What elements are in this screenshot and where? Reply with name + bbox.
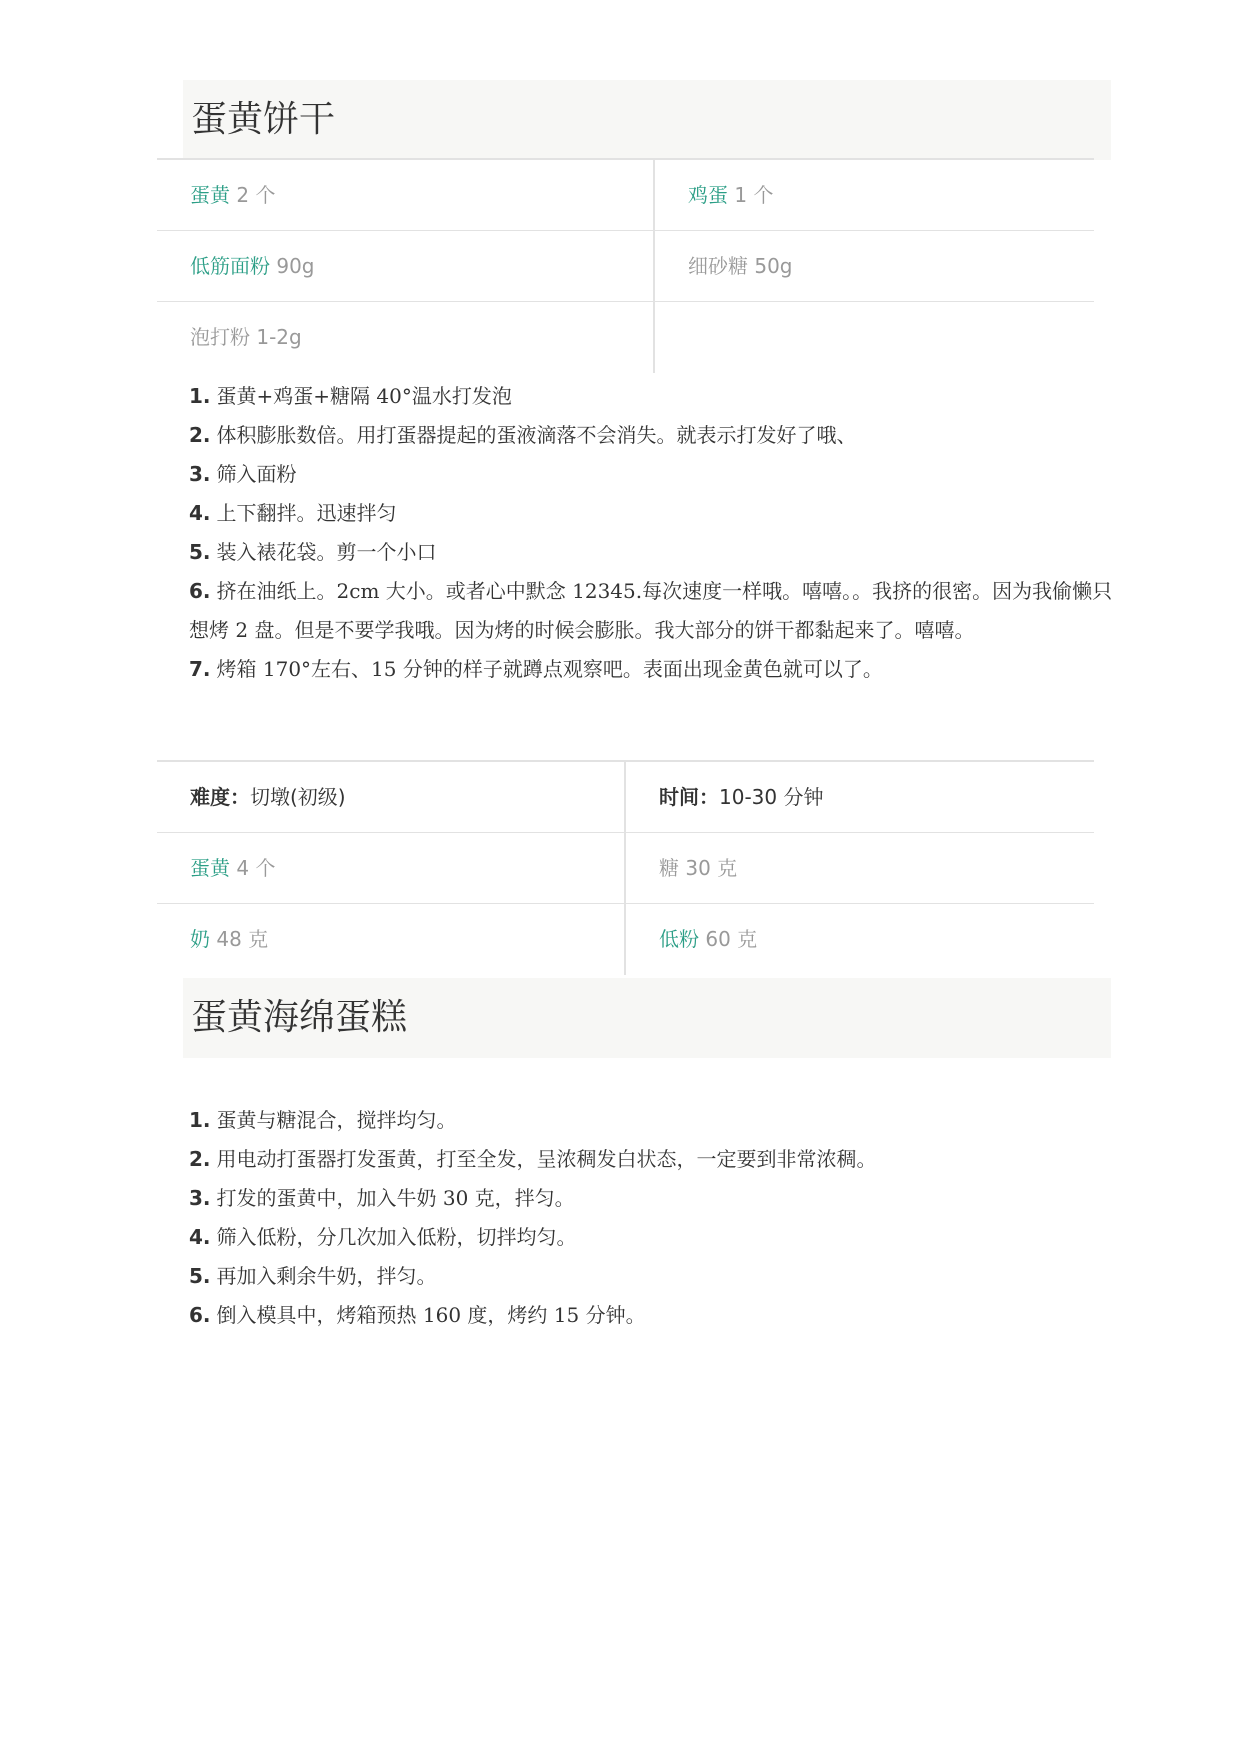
- step-item: [189, 1296, 1119, 1335]
- step-item: [189, 1218, 1119, 1257]
- ingredient-link[interactable]: 蛋黄: [190, 183, 230, 207]
- ingredient-link[interactable]: 鸡蛋: [688, 183, 728, 207]
- ingredient-link[interactable]: 蛋黄: [190, 856, 230, 880]
- ingredient-cell-empty: [655, 302, 1094, 373]
- ingredient-qty: 50g: [754, 254, 793, 278]
- ingredient-qty: 60 克: [705, 927, 758, 951]
- step-text: 蛋黄+鸡蛋+糖隔 40°温水打发泡: [216, 384, 512, 408]
- step-text: 上下翻拌。迅速拌匀: [216, 501, 397, 525]
- step-number: 5.: [189, 1264, 211, 1288]
- step-text: 筛入低粉，分几次加入低粉，切拌均匀。: [216, 1225, 577, 1249]
- ingredient-row: [157, 833, 1094, 904]
- step-text: 烤箱 170°左右、15 分钟的样子就蹲点观察吧。表面出现金黄色就可以了。: [216, 657, 883, 681]
- ingredient-row: [157, 302, 1094, 373]
- ingredient-link[interactable]: 奶: [190, 927, 210, 951]
- step-text: 挤在油纸上。2cm 大小。或者心中默念 12345.每次速度一样哦。嘻嘻。。我挤的很密。因为我偷懒只想烤 2 盘。但是不要学我哦。因为烤的时候会膨胀。我大部分的饼干都黏起来了。嘻嘻。: [189, 579, 1113, 642]
- step-text: 再加入剩余牛奶，拌匀。: [216, 1264, 437, 1288]
- difficulty-label: 难度：: [190, 785, 250, 809]
- step-item: [189, 1179, 1119, 1218]
- difficulty-cell: [157, 762, 626, 832]
- step-number: 6.: [189, 579, 211, 603]
- recipe-title-cookies: 蛋黄饼干: [183, 80, 1111, 160]
- ingredient-qty: 30 克: [685, 856, 738, 880]
- ingredient-row: [157, 904, 1094, 975]
- step-text: 装入裱花袋。剪一个小口: [216, 540, 437, 564]
- step-number: 2.: [189, 423, 211, 447]
- step-number: 4.: [189, 1225, 211, 1249]
- step-number: 7.: [189, 657, 211, 681]
- step-item: [189, 377, 1119, 416]
- ingredient-name: 糖: [659, 856, 679, 880]
- ingredient-qty: 2 个: [236, 183, 276, 207]
- recipe-title-sponge: 蛋黄海绵蛋糕: [183, 978, 1111, 1058]
- ingredient-name: 泡打粉: [190, 325, 250, 349]
- step-item: [189, 650, 1119, 689]
- step-number: 3.: [189, 462, 211, 486]
- step-text: 打发的蛋黄中，加入牛奶 30 克，拌匀。: [216, 1186, 575, 1210]
- ingredient-cell: [157, 302, 655, 373]
- ingredient-row: [157, 231, 1094, 302]
- time-cell: [626, 762, 1094, 832]
- ingredient-cell: [655, 160, 1094, 230]
- step-number: 1.: [189, 384, 211, 408]
- step-item: [189, 1101, 1119, 1140]
- ingredient-table-sponge: [157, 760, 1094, 975]
- ingredient-cell: [157, 231, 655, 301]
- ingredient-qty: 1-2g: [256, 325, 302, 349]
- ingredient-cell: [655, 231, 1094, 301]
- step-number: 3.: [189, 1186, 211, 1210]
- ingredient-row: [157, 160, 1094, 231]
- step-number: 2.: [189, 1147, 211, 1171]
- ingredient-name: 细砂糖: [688, 254, 748, 278]
- ingredient-qty: 48 克: [216, 927, 269, 951]
- step-item: [189, 533, 1119, 572]
- ingredient-qty: 4 个: [236, 856, 276, 880]
- step-number: 5.: [189, 540, 211, 564]
- steps-list-sponge: [189, 1101, 1119, 1335]
- step-text: 倒入模具中，烤箱预热 160 度，烤约 15 分钟。: [216, 1303, 646, 1327]
- ingredient-link[interactable]: 低粉: [659, 927, 699, 951]
- ingredient-qty: 90g: [276, 254, 315, 278]
- ingredient-cell: [626, 833, 1094, 903]
- step-number: 6.: [189, 1303, 211, 1327]
- step-item: [189, 1140, 1119, 1179]
- difficulty-value: 切墩(初级): [250, 785, 346, 809]
- ingredient-cell: [157, 833, 626, 903]
- steps-list-cookies: [189, 377, 1119, 689]
- ingredient-table-cookies: [157, 158, 1094, 373]
- step-text: 用电动打蛋器打发蛋黄，打至全发，呈浓稠发白状态，一定要到非常浓稠。: [216, 1147, 877, 1171]
- step-item: [189, 494, 1119, 533]
- ingredient-cell: [626, 904, 1094, 975]
- step-item: [189, 1257, 1119, 1296]
- step-text: 筛入面粉: [216, 462, 297, 486]
- ingredient-link[interactable]: 低筋面粉: [190, 254, 270, 278]
- step-item: [189, 572, 1119, 650]
- time-label: 时间：: [659, 785, 719, 809]
- time-value: 10-30 分钟: [719, 785, 824, 809]
- ingredient-qty: 1 个: [734, 183, 774, 207]
- step-item: [189, 416, 1119, 455]
- step-text: 蛋黄与糖混合，搅拌均匀。: [216, 1108, 457, 1132]
- step-number: 4.: [189, 501, 211, 525]
- step-number: 1.: [189, 1108, 211, 1132]
- step-item: [189, 455, 1119, 494]
- ingredient-cell: [157, 160, 655, 230]
- meta-row: [157, 762, 1094, 833]
- step-text: 体积膨胀数倍。用打蛋器提起的蛋液滴落不会消失。就表示打发好了哦、: [216, 423, 857, 447]
- ingredient-cell: [157, 904, 626, 975]
